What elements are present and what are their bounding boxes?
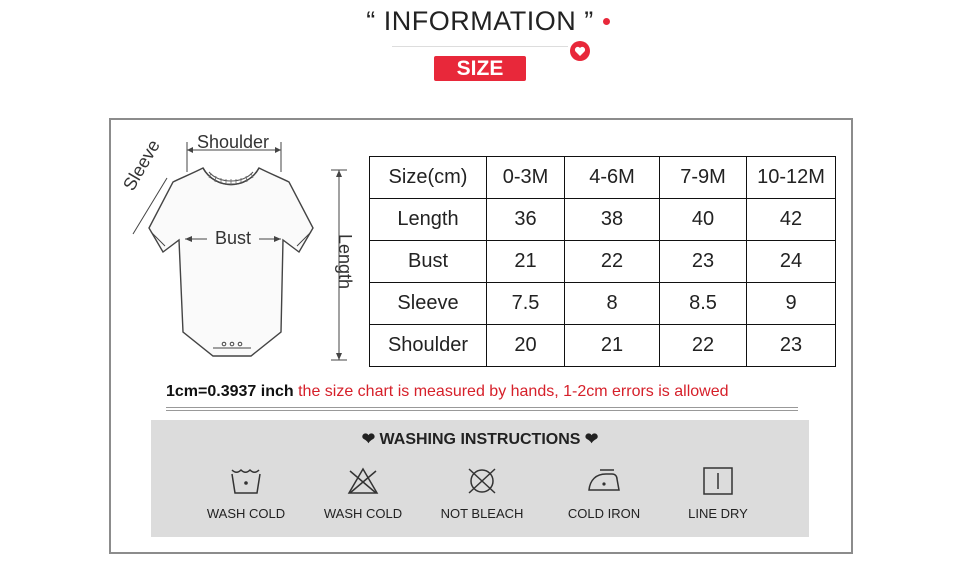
size-note <box>166 383 729 401</box>
no-bleach-triangle-icon <box>346 466 380 496</box>
shoulder-label: Shoulder <box>197 132 270 152</box>
note-underline <box>166 410 798 411</box>
size-badge: SIZE <box>434 56 526 81</box>
wash-item <box>658 466 778 521</box>
table-cell: 23 <box>660 241 747 283</box>
note-disclaimer: the size chart is measured by hands, 1-2cm errors is allowed <box>298 383 729 400</box>
table-cell: 36 <box>487 199 565 241</box>
table-cell: 22 <box>565 241 660 283</box>
table-row <box>370 325 836 367</box>
bust-label: Bust <box>215 228 252 248</box>
header-divider <box>392 46 568 47</box>
size-table <box>369 156 836 367</box>
size-info-panel <box>109 118 853 554</box>
table-cell: 7.5 <box>487 283 565 325</box>
table-cell: 21 <box>565 325 660 367</box>
table-cell: 9 <box>747 283 836 325</box>
table-cell: 21 <box>487 241 565 283</box>
no-tumble-dry-icon <box>465 466 499 496</box>
sleeve-label: Sleeve <box>119 136 164 194</box>
table-cell: Shoulder <box>370 325 487 367</box>
washing-instructions-box <box>151 420 809 537</box>
table-cell: 8.5 <box>660 283 747 325</box>
table-cell: 42 <box>747 199 836 241</box>
table-header-row <box>370 157 836 199</box>
table-cell: Sleeve <box>370 283 487 325</box>
red-dot-icon <box>603 18 610 25</box>
wash-item <box>303 466 423 521</box>
wash-item-label: WASH COLD <box>206 506 286 521</box>
note-conversion: 1cm=0.3937 inch <box>166 383 294 400</box>
header-title: “ INFORMATION ” <box>366 6 594 36</box>
table-row <box>370 283 836 325</box>
table-cell: 24 <box>747 241 836 283</box>
length-label: Length <box>335 234 355 290</box>
wash-item <box>422 466 542 521</box>
wash-item-label: COLD IRON <box>567 506 641 521</box>
table-cell: Bust <box>370 241 487 283</box>
heart-badge-icon <box>569 40 593 62</box>
wash-item <box>186 466 306 521</box>
wash-item-label: NOT BLEACH <box>440 506 524 521</box>
table-row <box>370 241 836 283</box>
table-cell: 10-12M <box>747 157 836 199</box>
table-cell: 20 <box>487 325 565 367</box>
note-underline <box>166 407 798 408</box>
wash-item <box>544 466 664 521</box>
iron-icon <box>586 466 622 496</box>
wash-item-label: LINE DRY <box>688 506 748 521</box>
wash-item-label: WASH COLD <box>323 506 403 521</box>
table-cell: 23 <box>747 325 836 367</box>
table-cell: Length <box>370 199 487 241</box>
table-cell: 38 <box>565 199 660 241</box>
table-cell: 22 <box>660 325 747 367</box>
table-row <box>370 199 836 241</box>
wash-tub-icon <box>229 466 263 496</box>
table-cell: 8 <box>565 283 660 325</box>
table-cell: 40 <box>660 199 747 241</box>
washing-title: ❤ WASHING INSTRUCTIONS ❤ <box>361 431 599 448</box>
table-cell: 0-3M <box>487 157 565 199</box>
table-cell: 4-6M <box>565 157 660 199</box>
table-cell: Size(cm) <box>370 157 487 199</box>
line-dry-icon <box>701 466 735 496</box>
table-cell: 7-9M <box>660 157 747 199</box>
